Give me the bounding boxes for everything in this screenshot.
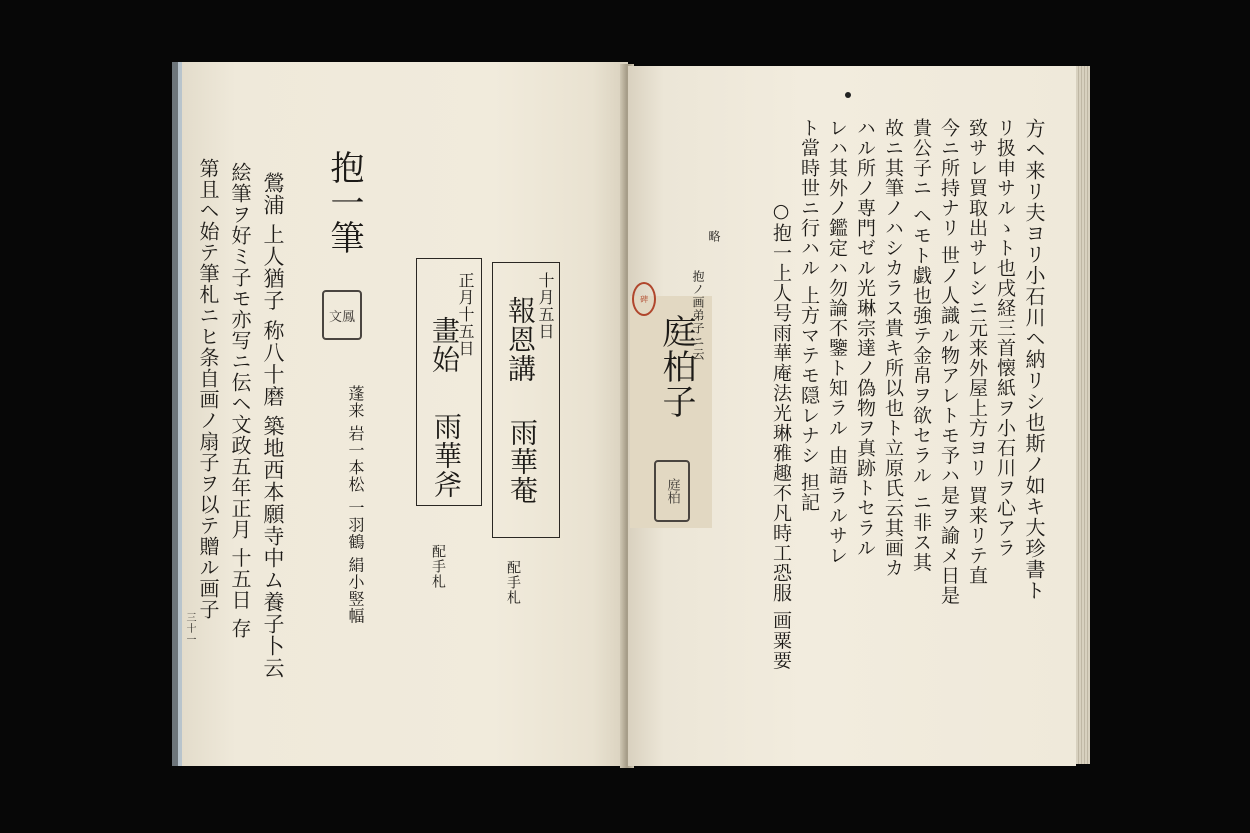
box1-note: 配手札 xyxy=(505,560,521,605)
right-text-column: ト當時世ニ行ハル 上方マテモ隠レナシ 担記 xyxy=(798,118,820,513)
red-seal: 碑 xyxy=(632,282,656,316)
pasted-name: 庭柏子 xyxy=(656,314,696,419)
left-caption: 蓬来 岩一本松 一羽鶴 絹小竪幅 xyxy=(346,385,365,625)
right-text-column: ハル所ノ専門ゼル光琳宗達ノ偽物ヲ真跡トセラル xyxy=(854,118,876,558)
left-title: 抱一筆 xyxy=(324,150,364,255)
box2-date: 正月十五日 xyxy=(456,272,475,357)
right-text-column: レハ其外ノ鑑定ハ勿論不鑒ト知ラル 由語ラルサレ xyxy=(826,118,848,566)
right-text-column: 故ニ其筆ノハシカラス貴キ所以也ト立原氏云其画カ xyxy=(882,118,904,578)
box2-name: 雨華斧 xyxy=(430,412,463,499)
page-number: 三十一 xyxy=(184,612,195,645)
right-text-column: ○抱一上人号雨華庵法光琳雅趣不凡時工恐服 画粟要 xyxy=(770,200,792,671)
box2-note: 配手札 xyxy=(430,544,446,589)
right-text-column: 貴公子ニ ヘモト戯也強テ金帛ヲ欲セラル ニ非ス其 xyxy=(910,118,932,573)
left-seal: 文鳳 xyxy=(322,290,362,340)
page-edge xyxy=(1076,66,1090,764)
box1-title: 報恩講 xyxy=(504,296,537,383)
box1-date: 十月五日 xyxy=(536,272,555,340)
pasted-caption: 抱ノ画弟子ニ云 xyxy=(691,270,705,361)
left-text-column: 鶯浦 上人猶子 称八十磨 築地西本願寺中ム養子卜云 xyxy=(261,172,285,680)
box1-name: 雨華菴 xyxy=(506,418,539,505)
left-text-column: 第且ヘ始テ筆札ニヒ条自画ノ扇子ヲ以テ贈ル画子 xyxy=(196,158,220,620)
right-text-column: 今ニ所持ナリ 世ノ人識ル物アレトモ予ハ是ヲ諭メ日是 xyxy=(938,118,960,606)
ink-dot xyxy=(845,92,851,98)
pasted-seal: 庭柏 xyxy=(654,460,690,522)
left-text-column: 絵筆ヲ好ミ子モ亦写ニ伝ヘ文政五年正月 十五日 存 xyxy=(228,162,252,639)
right-small-label: 略 xyxy=(707,230,721,243)
box2-title: 畫始 xyxy=(428,316,461,374)
right-text-column: リ扱申サルゝト也戌経三首懐紙ヲ小石川ヲ心アラ xyxy=(994,118,1016,558)
right-text-column: 方ヘ来リ夫ヨリ小石川ヘ納リシ也斯ノ如キ大珍書ト xyxy=(1022,118,1046,601)
right-text-column: 致サレ買取出サレシニ元来外屋上方ヨリ 買来リテ直 xyxy=(966,118,988,586)
